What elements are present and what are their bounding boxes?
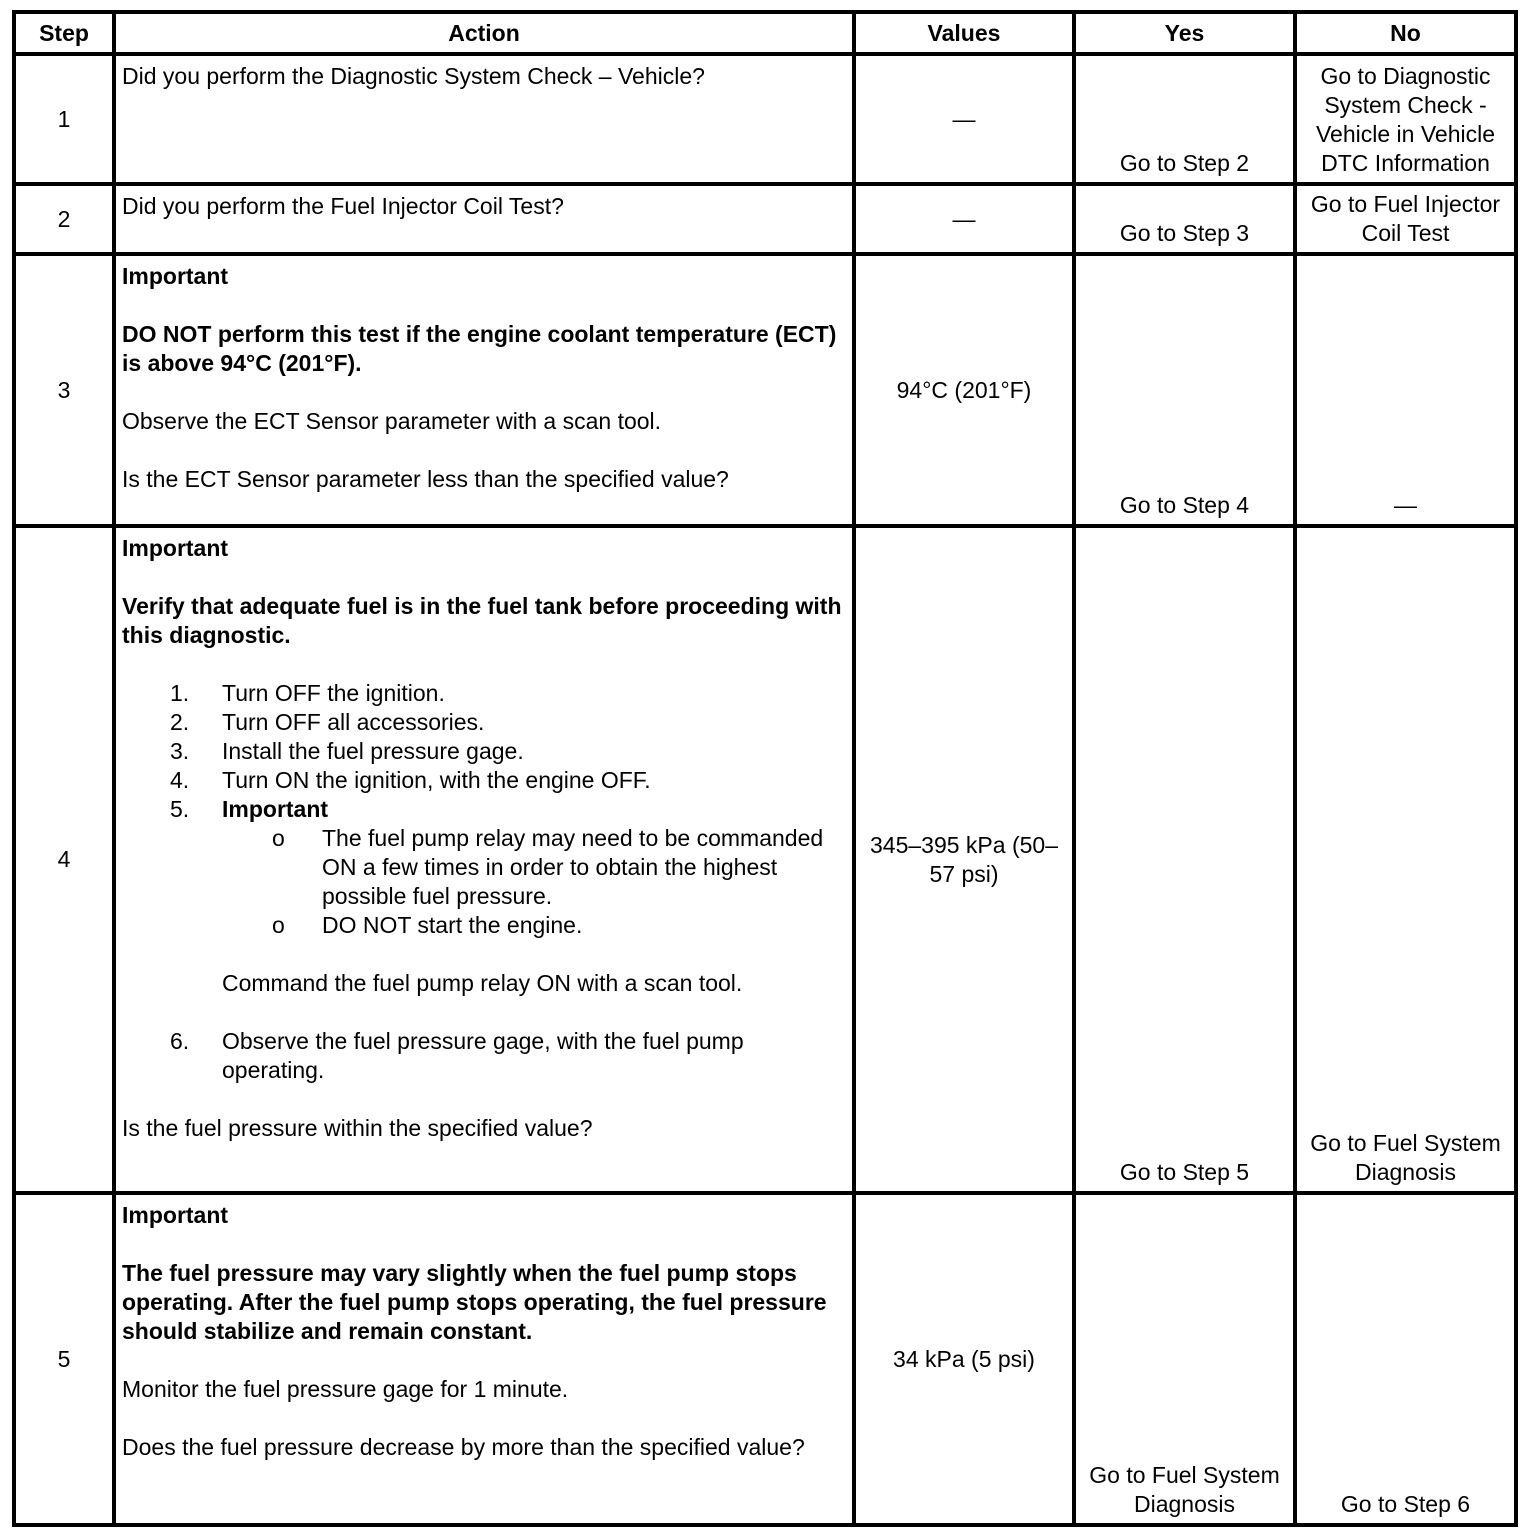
warning-text: The fuel pressure may vary slightly when the fuel pump stops operating. After the fuel pump stops operating, the fuel pressure should stabilize and remain constant.: [122, 1260, 827, 1344]
important-label: Important: [122, 535, 229, 561]
step-number: 1: [14, 54, 114, 184]
diagnostic-table: [12, 10, 1518, 1527]
action-text: Did you perform the Fuel Injector Coil Test?: [114, 184, 854, 254]
question-text: Is the ECT Sensor parameter less than the specified value?: [122, 466, 729, 492]
instruction-text: Monitor the fuel pressure gage for 1 minute.: [122, 1376, 569, 1402]
no-link-text[interactable]: Go to Diagnostic System Check - Vehicle in Vehicle DTC Information: [1315, 63, 1495, 176]
value-text: 34 kPa (5 psi): [854, 1193, 1074, 1525]
header-step: Step: [14, 12, 114, 54]
list-item: o The fuel pump relay may need to be commanded ON a few times in order to obtain the highest possible fuel pressure.: [222, 824, 846, 911]
step-number: 2: [14, 184, 114, 254]
important-label: Important: [122, 1202, 229, 1228]
header-row: [14, 12, 1516, 54]
question-text: Is the fuel pressure within the specified value?: [122, 1115, 593, 1141]
list-item: 5. Important: [170, 796, 329, 822]
list-item: 4. Turn ON the ignition, with the engine OFF.: [170, 767, 651, 793]
value-text: 345–395 kPa (50–57 psi): [854, 526, 1074, 1193]
header-yes: Yes: [1074, 12, 1295, 54]
list-item: 3. Install the fuel pressure gage.: [170, 738, 524, 764]
step-number: 4: [14, 526, 114, 1193]
list-item: 2. Turn OFF all accessories.: [170, 709, 485, 735]
yes-link[interactable]: Go to Step 3: [1074, 184, 1295, 254]
instruction-text: Observe the ECT Sensor parameter with a scan tool.: [122, 408, 662, 434]
yes-link[interactable]: Go to Fuel System Diagnosis: [1074, 1193, 1295, 1525]
list-item: 6. Observe the fuel pressure gage, with the fuel pump operating.: [170, 1028, 744, 1083]
procedure-list: [122, 1027, 846, 1085]
action-cell: [114, 526, 854, 1193]
table-row: [14, 184, 1516, 254]
value-text: —: [854, 184, 1074, 254]
header-action: Action: [114, 12, 854, 54]
value-text: —: [854, 54, 1074, 184]
bullet-icon: o: [272, 912, 285, 938]
list-item: o DO NOT start the engine.: [222, 911, 846, 940]
sub-list: [122, 824, 846, 940]
command-text: Command the fuel pump relay ON with a scan tool.: [222, 970, 743, 996]
action-text: Did you perform the Diagnostic System Check – Vehicle?: [114, 54, 854, 184]
no-value: —: [1295, 254, 1516, 526]
warning-text: Verify that adequate fuel is in the fuel tank before proceeding with this diagnostic.: [122, 593, 842, 648]
no-link[interactable]: Go to Fuel System Diagnosis: [1295, 526, 1516, 1193]
table-row: [14, 54, 1516, 184]
bullet-icon: o: [272, 825, 285, 851]
question-text: Does the fuel pressure decrease by more than the specified value?: [122, 1434, 805, 1460]
no-link[interactable]: Go to Step 6: [1295, 1193, 1516, 1525]
yes-link[interactable]: Go to Step 2: [1074, 54, 1295, 184]
no-link[interactable]: Go to Fuel Injector Coil Test: [1295, 184, 1516, 254]
procedure-list: [122, 679, 846, 824]
header-no: No: [1295, 12, 1516, 54]
yes-link[interactable]: Go to Step 4: [1074, 254, 1295, 526]
action-cell: [114, 1193, 854, 1525]
no-link[interactable]: [1295, 54, 1516, 184]
yes-link[interactable]: Go to Step 5: [1074, 526, 1295, 1193]
table-row: [14, 526, 1516, 1193]
table-row: [14, 254, 1516, 526]
step-number: 3: [14, 254, 114, 526]
warning-text: DO NOT perform this test if the engine coolant temperature (ECT) is above 94°C (201°F).: [122, 321, 837, 376]
value-text: 94°C (201°F): [854, 254, 1074, 526]
table-row: [14, 1193, 1516, 1525]
list-item: 1. Turn OFF the ignition.: [170, 680, 445, 706]
action-cell: [114, 254, 854, 526]
header-values: Values: [854, 12, 1074, 54]
important-label: Important: [122, 263, 229, 289]
step-number: 5: [14, 1193, 114, 1525]
